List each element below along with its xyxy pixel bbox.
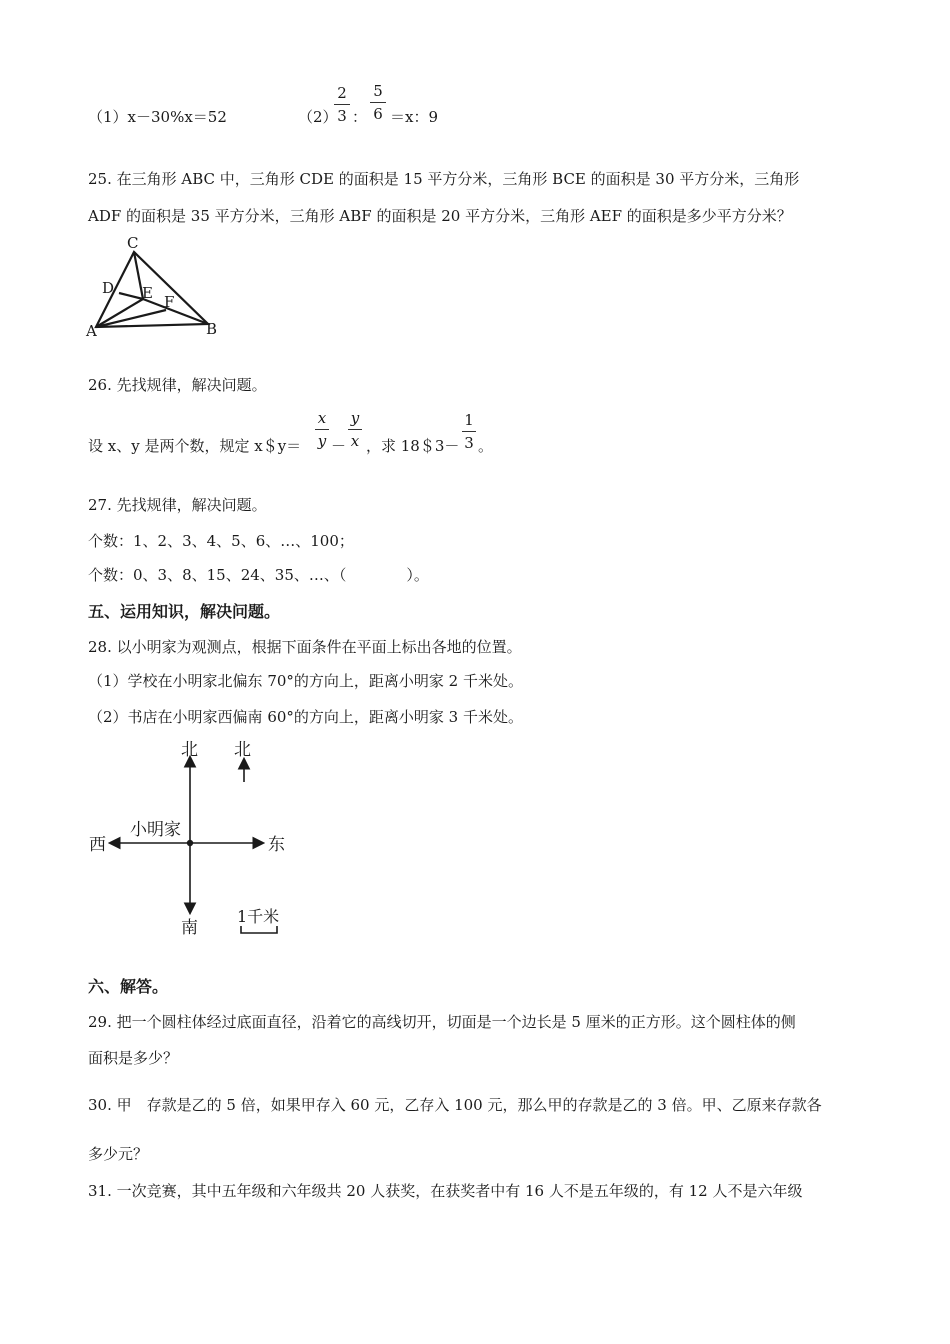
ratio-colon: ： [352, 108, 368, 126]
q26-definition: 设 x、y 是两个数，规定 x＄y＝ [88, 437, 302, 455]
q26-title: 26. 先找规律，解决问题。 [88, 376, 267, 394]
minus-sign: － [331, 437, 347, 455]
section-6-heading: 六、解答。 [88, 977, 169, 996]
q28-title: 28. 以小明家为观测点，根据下面条件在平面上标出各地的位置。 [88, 638, 522, 656]
label-north-2: 北 [234, 740, 251, 760]
fraction-y-over-x: y x [348, 410, 362, 449]
q31-line1: 31. 一次竞赛，其中五年级和六年级共 20 人获奖，在获奖者中有 16 人不是五年级的，有 12 人不是六年级 [88, 1182, 803, 1200]
fraction-five-sixths: 5 6 [370, 83, 386, 122]
fraction-one-third: 1 3 [462, 412, 476, 451]
fraction-x-over-y: x y [315, 410, 329, 449]
q26-expression: ，求 18＄3－ [366, 437, 460, 455]
direction-map [84, 736, 304, 946]
label-south: 南 [181, 918, 198, 938]
label-east: 东 [268, 835, 285, 855]
q25-line1: 25. 在三角形 ABC 中，三角形 CDE 的面积是 15 平方分米，三角形 BCE 的面积是 30 平方分米，三角形 [88, 170, 800, 188]
label-a: A [86, 322, 97, 340]
q29-line1: 29. 把一个圆柱体经过底面直径，沿着它的高线切开，切面是一个边长是 5 厘米的正方形。这个圆柱体的侧 [88, 1013, 796, 1031]
segment-be [143, 299, 208, 324]
q28-condition-2: （2）书店在小明家西偏南 60°的方向上，距离小明家 3 千米处。 [88, 708, 523, 726]
triangle-abc-figure [84, 232, 234, 342]
label-c: C [127, 234, 139, 252]
segment-de [119, 293, 143, 299]
q28-condition-1: （1）学校在小明家北偏东 70°的方向上，距离小明家 2 千米处。 [88, 672, 523, 690]
label-north: 北 [181, 740, 198, 760]
origin-point [187, 840, 193, 846]
q27-line2: 个数：0、3、8、15、24、35、…、（ ）。 [88, 566, 429, 584]
scale-bar [241, 926, 277, 933]
section-5-heading: 五、运用知识，解决问题。 [88, 602, 281, 621]
q25-line2: ADF 的面积是 35 平方分米，三角形 ABF 的面积是 20 平方分米，三角形 AEF 的面积是多少平方分米？ [88, 207, 792, 225]
label-west: 西 [89, 835, 106, 855]
label-d: D [102, 279, 115, 297]
label-b: B [206, 320, 218, 338]
label-e: E [142, 284, 153, 302]
q30-line1: 30. 甲 存款是乙的 5 倍，如果甲存入 60 元，乙存入 100 元，那么甲的存款是乙的 3 倍。甲、乙原来存款各 [88, 1096, 822, 1114]
label-origin: 小明家 [130, 820, 181, 840]
fraction-two-thirds: 2 3 [334, 85, 350, 124]
q29-line2: 面积是多少？ [88, 1049, 179, 1067]
q27-line1: 个数：1、2、3、4、5、6、…、100； [88, 532, 354, 550]
equation-1: （1）x－30%x＝52 [88, 108, 227, 126]
q30-line2: 多少元？ [88, 1145, 149, 1163]
q27-title: 27. 先找规律，解决问题。 [88, 496, 267, 514]
equation-2-tail: ＝x：9 [390, 108, 439, 126]
q26-end: 。 [478, 437, 494, 455]
label-f: F [164, 293, 175, 311]
equation-2-label: （2） [298, 108, 338, 126]
label-scale: 1千米 [237, 907, 280, 926]
